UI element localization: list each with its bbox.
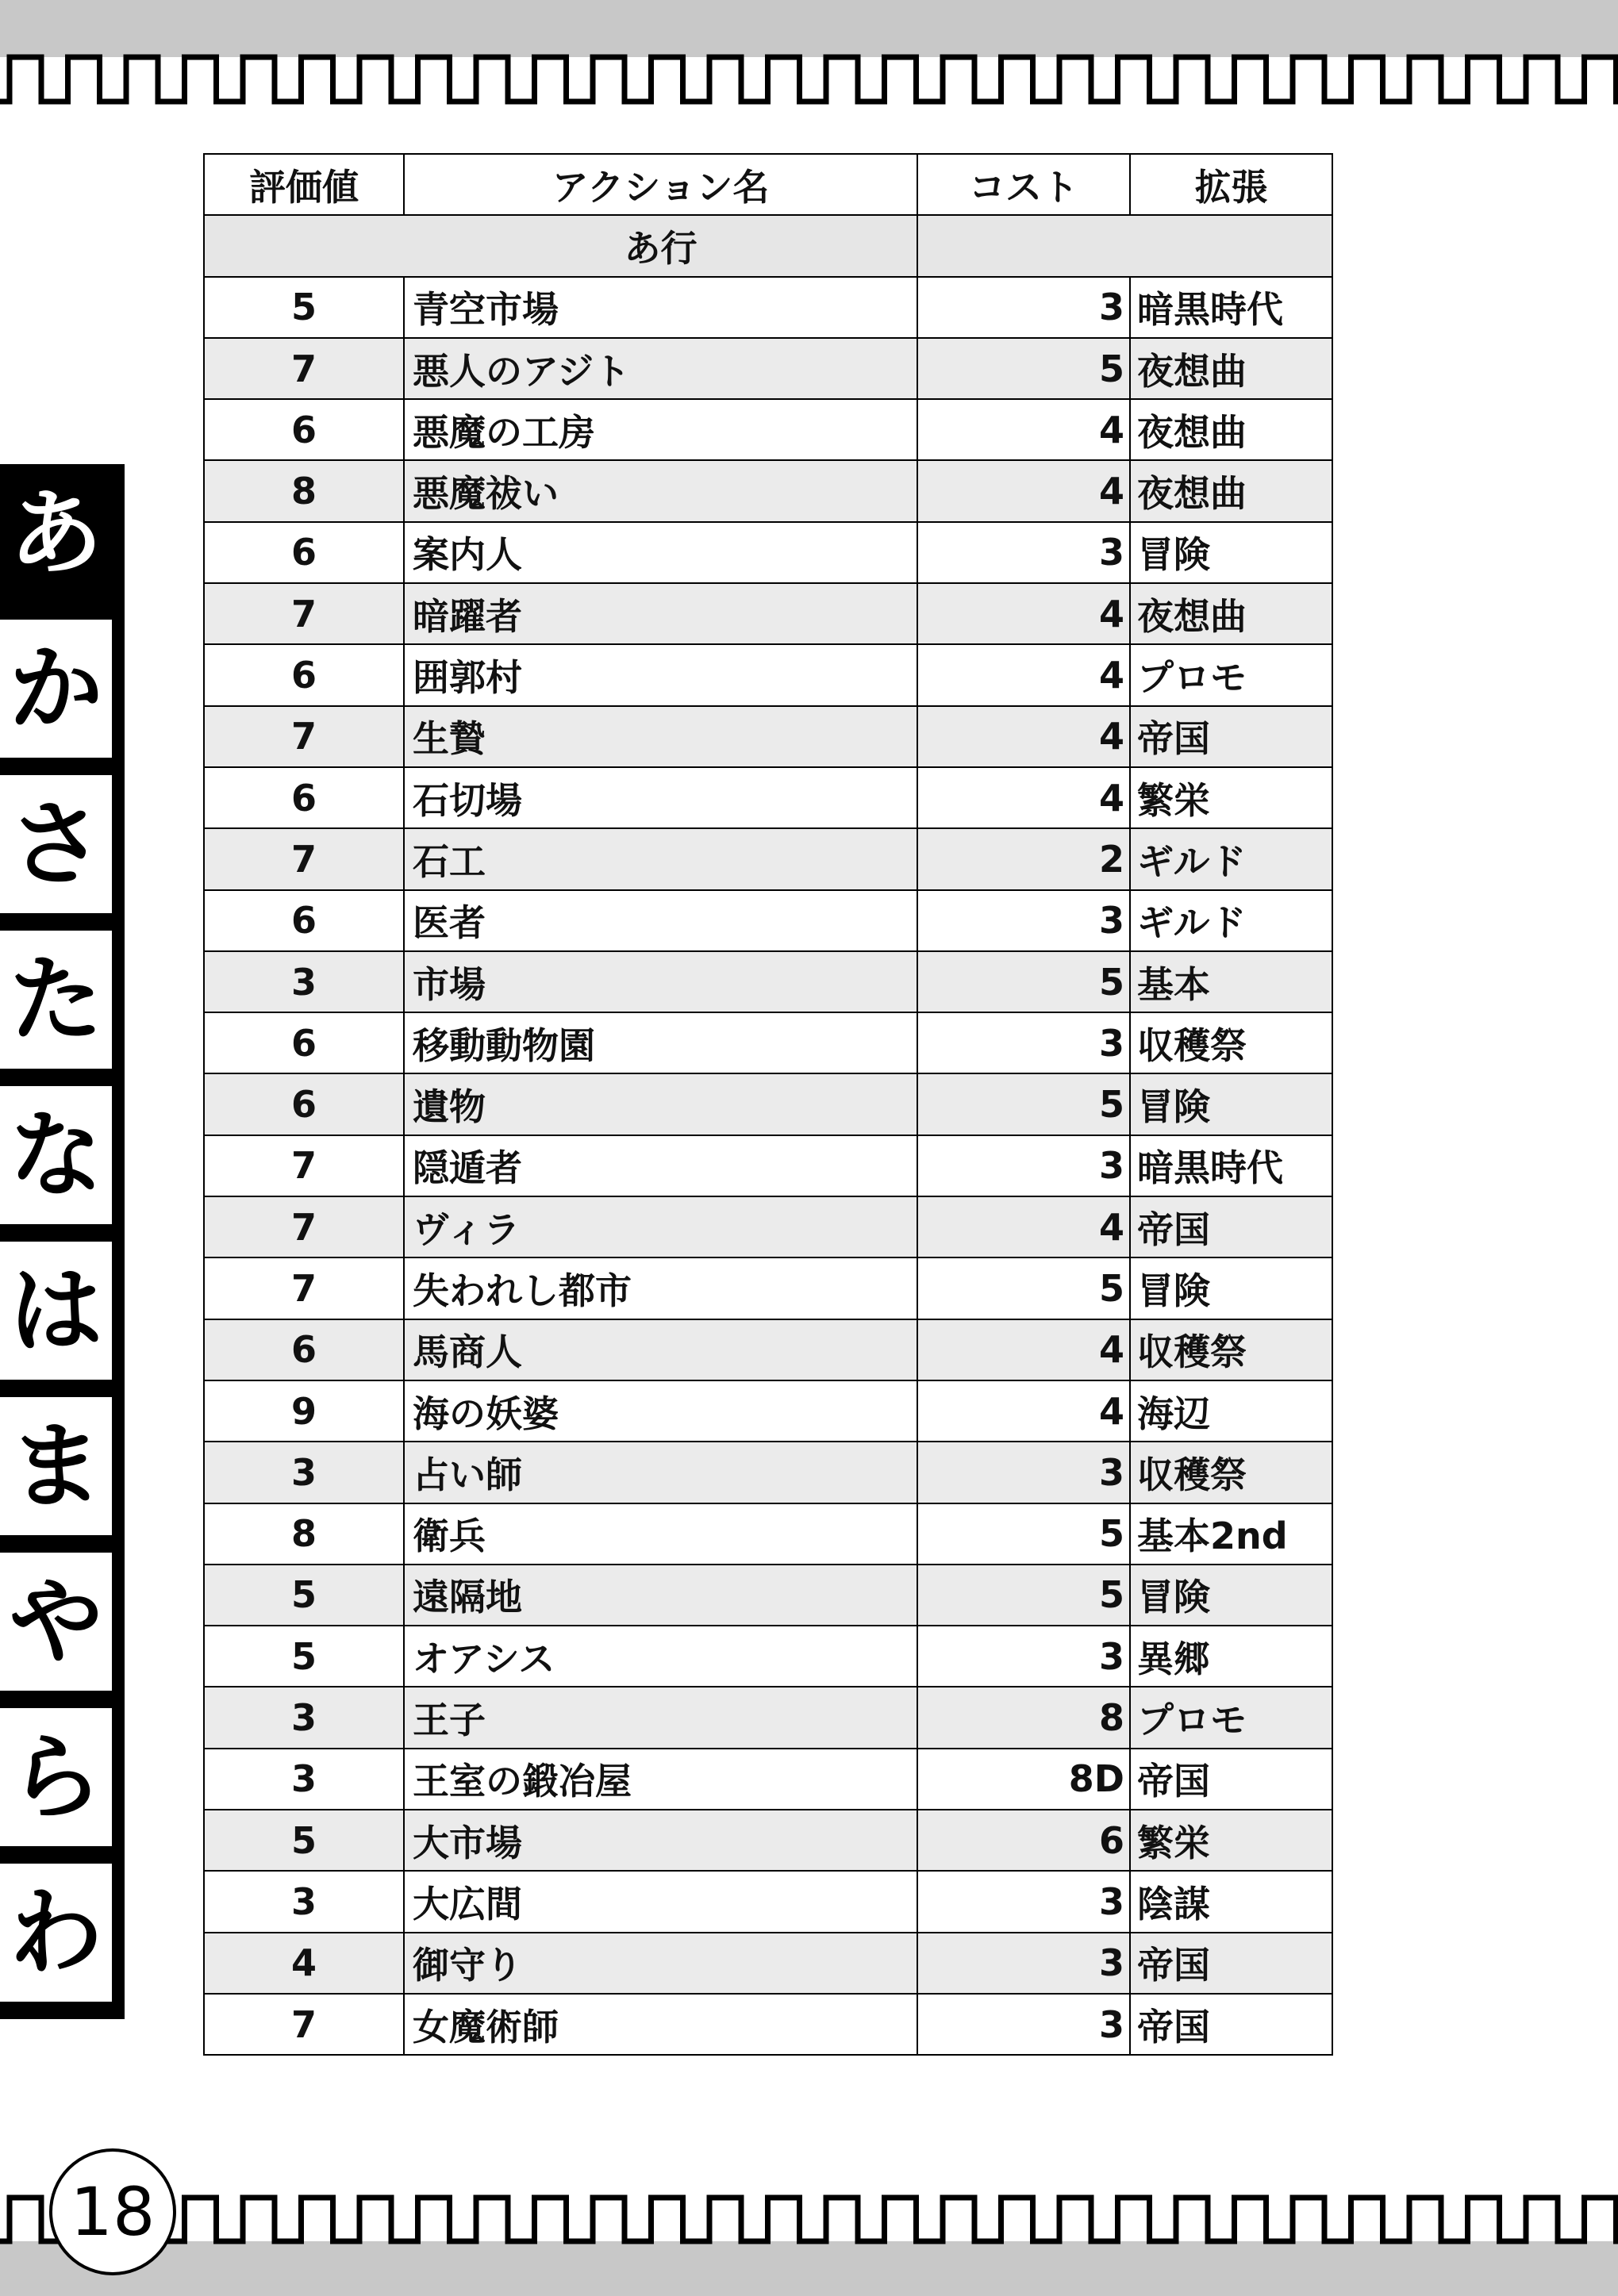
cost-cell: 3 [917, 277, 1130, 338]
cost-cell: 4 [917, 1380, 1130, 1442]
expansion-cell: 夜想曲 [1130, 583, 1332, 644]
table-row [204, 828, 1332, 889]
expansion-cell: 帝国 [1130, 1933, 1332, 1994]
kana-tab: ま [0, 1397, 112, 1535]
action-name-cell: 囲郭村 [404, 644, 917, 705]
top-border-pattern [0, 0, 1618, 111]
score-cell: 6 [204, 644, 404, 705]
expansion-cell: 収穫祭 [1130, 1012, 1332, 1073]
table-row [204, 1135, 1332, 1196]
cost-cell: 4 [917, 1319, 1130, 1380]
expansion-cell: プロモ [1130, 644, 1332, 705]
score-cell: 5 [204, 1810, 404, 1871]
action-name-cell: 衛兵 [404, 1503, 917, 1565]
group-row [204, 215, 1332, 276]
header-expansion: 拡張 [1130, 154, 1332, 215]
expansion-cell: 繁栄 [1130, 1810, 1332, 1871]
cost-cell: 5 [917, 1073, 1130, 1135]
action-name-cell: 海の妖婆 [404, 1380, 917, 1442]
expansion-cell: 帝国 [1130, 1749, 1332, 1810]
score-cell: 7 [204, 828, 404, 889]
kana-index-tabs [0, 464, 125, 2019]
cost-cell: 5 [917, 338, 1130, 399]
score-cell: 9 [204, 1380, 404, 1442]
action-name-cell: 大広間 [404, 1871, 917, 1932]
action-name-cell: 馬商人 [404, 1319, 917, 1380]
action-name-cell: 暗躍者 [404, 583, 917, 644]
table-row [204, 338, 1332, 399]
cost-cell: 5 [917, 1257, 1130, 1319]
cost-cell: 4 [917, 767, 1130, 828]
table-row [204, 767, 1332, 828]
expansion-cell: プロモ [1130, 1687, 1332, 1748]
action-name-cell: オアシス [404, 1626, 917, 1687]
table-row [204, 399, 1332, 460]
score-cell: 8 [204, 460, 404, 521]
table-row [204, 1196, 1332, 1257]
action-name-cell: 医者 [404, 890, 917, 951]
action-name-cell: 失われし都市 [404, 1257, 917, 1319]
table-row [204, 1626, 1332, 1687]
score-cell: 3 [204, 1749, 404, 1810]
score-cell: 8 [204, 1503, 404, 1565]
action-name-cell: 市場 [404, 951, 917, 1012]
table-row [204, 522, 1332, 583]
table-row [204, 1810, 1332, 1871]
expansion-cell: 基本 [1130, 951, 1332, 1012]
score-cell: 6 [204, 399, 404, 460]
kana-tab: や [0, 1553, 112, 1691]
group-blank-cell [1130, 215, 1332, 276]
expansion-cell: 冒険 [1130, 1073, 1332, 1135]
expansion-cell: 異郷 [1130, 1626, 1332, 1687]
score-cell: 7 [204, 1994, 404, 2055]
expansion-cell: 冒険 [1130, 1257, 1332, 1319]
table-row [204, 1380, 1332, 1442]
score-cell: 4 [204, 1933, 404, 1994]
expansion-cell: 収穫祭 [1130, 1442, 1332, 1503]
expansion-cell: 暗黒時代 [1130, 277, 1332, 338]
table-row [204, 1565, 1332, 1626]
expansion-cell: 帝国 [1130, 706, 1332, 767]
action-name-cell: 隠遁者 [404, 1135, 917, 1196]
table-row [204, 1073, 1332, 1135]
expansion-cell: 帝国 [1130, 1196, 1332, 1257]
expansion-cell: 夜想曲 [1130, 460, 1332, 521]
table-row [204, 1687, 1332, 1748]
action-name-cell: 王子 [404, 1687, 917, 1748]
action-name-cell: 女魔術師 [404, 1994, 917, 2055]
table-header-row [204, 154, 1332, 215]
action-name-cell: 大市場 [404, 1810, 917, 1871]
score-cell: 7 [204, 706, 404, 767]
score-cell: 3 [204, 1687, 404, 1748]
kana-tab: あ [0, 464, 112, 602]
score-cell: 7 [204, 1257, 404, 1319]
action-name-cell: 遺物 [404, 1073, 917, 1135]
action-name-cell: 悪人のアジト [404, 338, 917, 399]
score-cell: 7 [204, 1135, 404, 1196]
table-row [204, 277, 1332, 338]
group-label: あ行 [404, 215, 917, 276]
table-row [204, 1749, 1332, 1810]
kana-tab: ら [0, 1708, 112, 1846]
table-row [204, 1257, 1332, 1319]
expansion-cell: 夜想曲 [1130, 399, 1332, 460]
cost-cell: 6 [917, 1810, 1130, 1871]
cost-cell: 3 [917, 1442, 1130, 1503]
cost-cell: 5 [917, 951, 1130, 1012]
expansion-cell: 海辺 [1130, 1380, 1332, 1442]
page-number: 18 [49, 2148, 176, 2275]
score-cell: 5 [204, 1626, 404, 1687]
score-cell: 6 [204, 767, 404, 828]
table-row [204, 890, 1332, 951]
action-card-table [203, 153, 1333, 2056]
cost-cell: 5 [917, 1565, 1130, 1626]
cost-cell: 3 [917, 1012, 1130, 1073]
expansion-cell: 帝国 [1130, 1994, 1332, 2055]
action-name-cell: 移動動物園 [404, 1012, 917, 1073]
cost-cell: 3 [917, 1626, 1130, 1687]
kana-tab: か [0, 620, 112, 758]
expansion-cell: 冒険 [1130, 522, 1332, 583]
cost-cell: 3 [917, 1871, 1130, 1932]
cost-cell: 4 [917, 1196, 1130, 1257]
expansion-cell: 収穫祭 [1130, 1319, 1332, 1380]
kana-tab: さ [0, 775, 112, 913]
table-row [204, 1442, 1332, 1503]
action-name-cell: 案内人 [404, 522, 917, 583]
action-name-cell: 青空市場 [404, 277, 917, 338]
table-row [204, 1503, 1332, 1565]
cost-cell: 3 [917, 1933, 1130, 1994]
cost-cell: 4 [917, 644, 1130, 705]
action-name-cell: 悪魔の工房 [404, 399, 917, 460]
expansion-cell: 基本2nd [1130, 1503, 1332, 1565]
score-cell: 3 [204, 1871, 404, 1932]
expansion-cell: 繁栄 [1130, 767, 1332, 828]
score-cell: 7 [204, 1196, 404, 1257]
score-cell: 6 [204, 890, 404, 951]
score-cell: 6 [204, 1012, 404, 1073]
action-name-cell: 悪魔祓い [404, 460, 917, 521]
action-name-cell: ヴィラ [404, 1196, 917, 1257]
action-name-cell: 王室の鍛冶屋 [404, 1749, 917, 1810]
cost-cell: 8D [917, 1749, 1130, 1810]
expansion-cell: 暗黒時代 [1130, 1135, 1332, 1196]
score-cell: 6 [204, 1073, 404, 1135]
expansion-cell: 陰謀 [1130, 1871, 1332, 1932]
cost-cell: 3 [917, 1994, 1130, 2055]
cost-cell: 3 [917, 890, 1130, 951]
score-cell: 3 [204, 1442, 404, 1503]
table-row [204, 1994, 1332, 2055]
expansion-cell: ギルド [1130, 890, 1332, 951]
bottom-decorative-border [0, 2178, 1618, 2296]
score-cell: 6 [204, 1319, 404, 1380]
score-cell: 5 [204, 1565, 404, 1626]
group-blank-cell [204, 215, 404, 276]
action-name-cell: 石切場 [404, 767, 917, 828]
top-decorative-border [0, 0, 1618, 111]
table-row [204, 1871, 1332, 1932]
table-row [204, 1319, 1332, 1380]
action-name-cell: 占い師 [404, 1442, 917, 1503]
table-row [204, 951, 1332, 1012]
kana-tab: わ [0, 1864, 112, 2002]
action-name-cell: 生贄 [404, 706, 917, 767]
cost-cell: 3 [917, 522, 1130, 583]
cost-cell: 4 [917, 583, 1130, 644]
cost-cell: 3 [917, 1135, 1130, 1196]
bottom-border-pattern [0, 2178, 1618, 2296]
table-row [204, 706, 1332, 767]
header-score: 評価値 [204, 154, 404, 215]
cost-cell: 4 [917, 706, 1130, 767]
table-row [204, 1933, 1332, 1994]
header-cost: コスト [917, 154, 1130, 215]
score-cell: 7 [204, 338, 404, 399]
action-name-cell: 遠隔地 [404, 1565, 917, 1626]
expansion-cell: ギルド [1130, 828, 1332, 889]
score-cell: 5 [204, 277, 404, 338]
score-cell: 7 [204, 583, 404, 644]
action-name-cell: 石工 [404, 828, 917, 889]
kana-tab: な [0, 1086, 112, 1224]
table-body [204, 277, 1332, 2056]
cost-cell: 4 [917, 399, 1130, 460]
cost-cell: 2 [917, 828, 1130, 889]
score-cell: 3 [204, 951, 404, 1012]
cost-cell: 8 [917, 1687, 1130, 1748]
table-row [204, 583, 1332, 644]
table-row [204, 644, 1332, 705]
cost-cell: 4 [917, 460, 1130, 521]
score-cell: 6 [204, 522, 404, 583]
kana-tab: は [0, 1242, 112, 1380]
header-action-name: アクション名 [404, 154, 917, 215]
group-blank-cell [917, 215, 1130, 276]
kana-tab: た [0, 931, 112, 1069]
table-row [204, 460, 1332, 521]
cost-cell: 5 [917, 1503, 1130, 1565]
action-name-cell: 御守り [404, 1933, 917, 1994]
expansion-cell: 夜想曲 [1130, 338, 1332, 399]
expansion-cell: 冒険 [1130, 1565, 1332, 1626]
table-row [204, 1012, 1332, 1073]
